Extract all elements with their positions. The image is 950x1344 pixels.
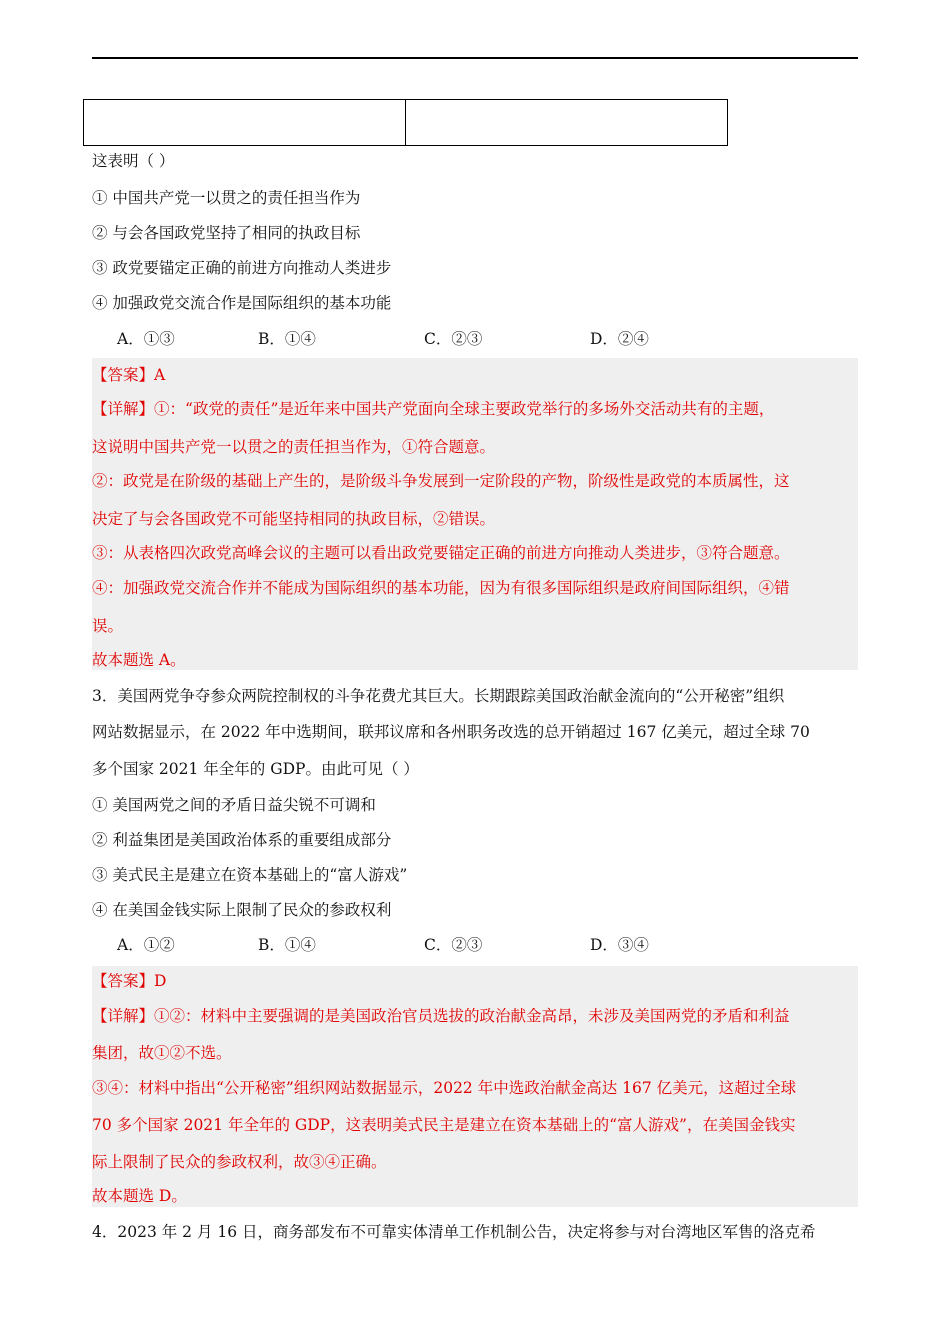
header-rule xyxy=(92,57,858,59)
q3-item-1: ① 美国两党之间的矛盾日益尖锐不可调和 xyxy=(92,796,376,814)
q3-option-b: B．①④ xyxy=(258,936,316,954)
q2-detail-line-4: 决定了与会各国政党不可能坚持相同的执政目标，②错误。 xyxy=(92,510,496,528)
material-table xyxy=(83,99,728,146)
q2-answer xyxy=(92,365,165,385)
q2-detail-text: ①：“政党的责任”是近年来中国共产党面向全球主要政党举行的多场外交活动共有的主题， xyxy=(154,400,775,418)
q3-detail-line-3: ③④：材料中指出“公开秘密”组织网站数据显示，2022 年中选政治献金高达 167 亿美元，这超过全球 xyxy=(92,1079,797,1097)
table-cell xyxy=(84,100,405,145)
table-cell xyxy=(405,100,727,145)
q2-item-1: ① 中国共产党一以贯之的责任担当作为 xyxy=(92,189,361,207)
q3-detail-line-2: 集团，故①②不选。 xyxy=(92,1044,232,1062)
q3-detail-line-5: 际上限制了民众的参政权利，故③④正确。 xyxy=(92,1153,387,1171)
q3-stem-line-2: 网站数据显示，在 2022 年中选期间，联邦议席和各州职务改选的总开销超过 167 亿美元，超过全球 70 xyxy=(92,723,810,741)
q2-option-d: D．②④ xyxy=(590,330,649,348)
q2-option-b: B．①④ xyxy=(258,330,316,348)
q3-detail-text: ①②：材料中主要强调的是美国政治官员选拔的政治献金高昂，未涉及美国两党的矛盾和利益 xyxy=(154,1007,790,1025)
q2-answer-label: 【答案】 xyxy=(92,366,155,384)
q3-answer-value: D xyxy=(154,972,167,990)
q2-option-a: A．①③ xyxy=(117,330,175,348)
q2-detail-line-5: ③：从表格四次政党高峰会议的主题可以看出政党要锚定正确的前进方向推动人类进步，③符合题意。 xyxy=(92,544,790,562)
q3-option-c: C．②③ xyxy=(424,936,483,954)
q2-item-3: ③ 政党要锚定正确的前进方向推动人类进步 xyxy=(92,259,392,277)
q2-detail-line-3: ②：政党是在阶级的基础上产生的，是阶级斗争发展到一定阶段的产物，阶级性是政党的本质属性，这 xyxy=(92,472,790,490)
q3-conclusion: 故本题选 D。 xyxy=(92,1187,187,1205)
q2-option-c: C．②③ xyxy=(424,330,483,348)
q3-stem-line-1: 3．美国两党争夺参众两院控制权的斗争花费尤其巨大。长期跟踪美国政治献金流向的“公开秘密”组织 xyxy=(92,687,785,705)
q2-detail-label: 【详解】 xyxy=(92,400,155,418)
q2-conclusion: 故本题选 A。 xyxy=(92,651,186,669)
q3-detail-label: 【详解】 xyxy=(92,1007,155,1025)
q3-answer xyxy=(92,971,166,991)
q2-detail-line-1 xyxy=(92,399,774,419)
q2-stem: 这表明（ ） xyxy=(92,152,175,170)
q3-detail-line-4: 70 多个国家 2021 年全年的 GDP，这表明美式民主是建立在资本基础上的“富人游戏”，在美国金钱实 xyxy=(92,1116,796,1134)
q2-detail-line-6: ④：加强政党交流合作并不能成为国际组织的基本功能，因为有很多国际组织是政府间国际组织，④错 xyxy=(92,579,790,597)
q3-option-d: D．③④ xyxy=(590,936,649,954)
q3-item-2: ② 利益集团是美国政治体系的重要组成部分 xyxy=(92,831,392,849)
q2-item-4: ④ 加强政党交流合作是国际组织的基本功能 xyxy=(92,294,392,312)
q2-detail-line-7: 误。 xyxy=(92,617,124,635)
q3-stem-line-3: 多个国家 2021 年全年的 GDP。由此可见（ ） xyxy=(92,760,419,778)
q2-answer-value: A xyxy=(154,366,166,384)
q2-item-2: ② 与会各国政党坚持了相同的执政目标 xyxy=(92,224,361,242)
q3-answer-label: 【答案】 xyxy=(92,972,155,990)
q3-option-a: A．①② xyxy=(117,936,175,954)
q2-detail-line-2: 这说明中国共产党一以贯之的责任担当作为，①符合题意。 xyxy=(92,438,496,456)
q3-item-4: ④ 在美国金钱实际上限制了民众的参政权利 xyxy=(92,901,392,919)
q3-detail-line-1 xyxy=(92,1006,790,1026)
q3-item-3: ③ 美式民主是建立在资本基础上的“富人游戏” xyxy=(92,866,408,884)
q4-stem-line-1: 4．2023 年 2 月 16 日，商务部发布不可靠实体清单工作机制公告，决定将参与对台湾地区军售的洛克希 xyxy=(92,1223,816,1241)
